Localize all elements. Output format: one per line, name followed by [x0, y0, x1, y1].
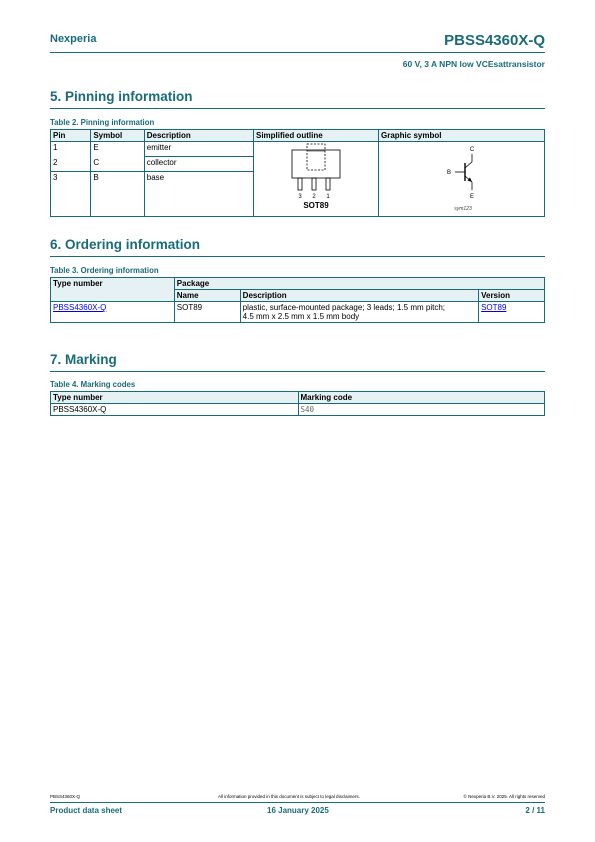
- symbol-label-e: E: [469, 194, 474, 200]
- version-link[interactable]: SOT89: [481, 303, 507, 312]
- table-row: [51, 142, 545, 157]
- outline-pin-2: 2: [312, 194, 316, 200]
- symbol-cell: E: [91, 142, 144, 157]
- type-number-cell: PBSS4360X-Q: [51, 404, 299, 416]
- outline-label: SOT89: [303, 201, 329, 210]
- header-version: Version: [479, 290, 545, 302]
- symbol-reference: sym123: [454, 206, 472, 212]
- footer-copyright: © Nexperia B.V. 2025. All rights reserved: [463, 794, 545, 799]
- header-name: Name: [174, 290, 240, 302]
- header-outline: Simplified outline: [253, 130, 378, 142]
- table-row: [51, 302, 545, 323]
- table-subheader-row: [51, 290, 545, 302]
- table-2-caption: Table 2. Pinning information: [50, 118, 155, 127]
- symbol-label-c: C: [469, 147, 475, 153]
- header-type-number: Type number: [51, 392, 299, 404]
- ordering-table: [50, 277, 545, 323]
- marking-code-cell: S40: [298, 404, 544, 416]
- section-6-title: 6. Ordering information: [50, 237, 201, 252]
- section-5-divider: [50, 108, 545, 109]
- table-3-caption: Table 3. Ordering information: [50, 266, 159, 275]
- header-divider: [50, 52, 545, 53]
- header-type-number: Type number: [51, 278, 175, 290]
- outline-cell: [253, 142, 378, 217]
- document-subtitle: 60 V, 3 A NPN low VCEsattransistor: [402, 59, 545, 69]
- description-cell: collector: [144, 157, 253, 172]
- package-description-cell: [240, 302, 478, 323]
- symbol-cell: B: [91, 172, 144, 217]
- pinning-table: [50, 129, 545, 217]
- description-line-2: 4.5 mm x 2.5 mm x 1.5 mm body: [242, 312, 360, 321]
- header-marking-code: Marking code: [298, 392, 544, 404]
- description-cell: base: [144, 172, 253, 217]
- sot89-outline-icon: [254, 142, 378, 214]
- pin-cell: 1: [51, 142, 91, 157]
- footer-page-number: 2 / 11: [525, 806, 545, 815]
- footer-divider: [50, 802, 545, 803]
- section-7-divider: [50, 371, 545, 372]
- footer-doc-id: PBSS4360X-Q: [50, 794, 81, 799]
- footer-doc-type: Product data sheet: [50, 806, 123, 815]
- outline-pin-3: 3: [298, 194, 302, 200]
- npn-transistor-symbol-icon: [379, 142, 544, 214]
- table-4-caption: Table 4. Marking codes: [50, 380, 136, 389]
- table-header-row: [51, 278, 545, 290]
- symbol-cell: C: [91, 157, 144, 172]
- section-5-title: 5. Pinning information: [50, 89, 193, 104]
- description-cell: emitter: [144, 142, 253, 157]
- part-number-title: PBSS4360X-Q: [444, 32, 545, 49]
- symbol-label-b: B: [446, 170, 451, 176]
- outline-pin-1: 1: [326, 194, 330, 200]
- version-cell: [479, 302, 545, 323]
- marking-table: [50, 391, 545, 416]
- header-type-number-spacer: [51, 290, 175, 302]
- table-header-row: [51, 392, 545, 404]
- package-name-cell: SOT89: [174, 302, 240, 323]
- footer-date: 16 January 2025: [267, 806, 329, 815]
- section-7-title: 7. Marking: [50, 352, 117, 367]
- graphic-symbol-cell: [378, 142, 544, 217]
- header-graphic-symbol: Graphic symbol: [378, 130, 544, 142]
- header-symbol: Symbol: [91, 130, 144, 142]
- pin-cell: 2: [51, 157, 91, 172]
- type-number-link[interactable]: PBSS4360X-Q: [53, 303, 107, 312]
- brand-name: Nexperia: [50, 33, 97, 45]
- header-package: Package: [174, 278, 544, 290]
- footer-disclaimer: All information provided in this document is subject to legal disclaimers.: [218, 794, 360, 799]
- table-row: [51, 404, 545, 416]
- header-pin: Pin: [51, 130, 91, 142]
- type-number-cell: [51, 302, 175, 323]
- header-description: Description: [144, 130, 253, 142]
- header-description: Description: [240, 290, 478, 302]
- section-6-divider: [50, 256, 545, 257]
- table-header-row: [51, 130, 545, 142]
- pin-cell: 3: [51, 172, 91, 217]
- description-line-1: plastic, surface-mounted package; 3 leads; 1.5 mm pitch;: [242, 303, 445, 312]
